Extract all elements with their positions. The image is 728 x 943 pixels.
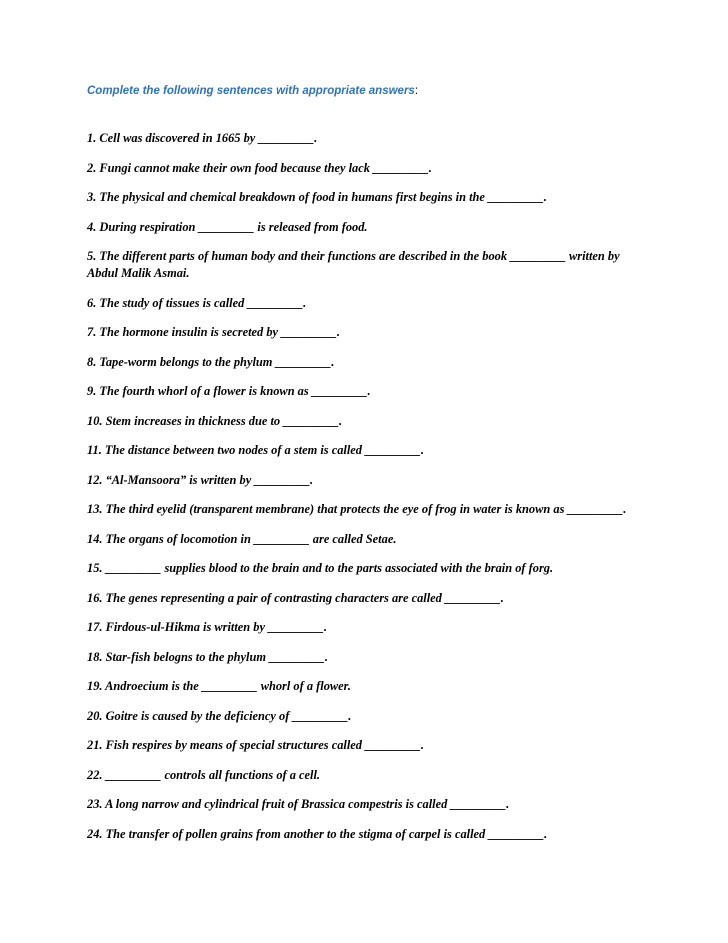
question-item: 24. The transfer of pollen grains from another to the stigma of carpel is called _________. bbox=[87, 826, 548, 841]
instruction-colon: : bbox=[414, 85, 419, 97]
question-item: 20. Goitre is caused by the deficiency of _________. bbox=[87, 708, 352, 723]
question-item: 1. Cell was discovered in 1665 by _________. bbox=[87, 131, 318, 145]
question-item: 4. During respiration _________ is released from food. bbox=[87, 219, 368, 234]
question-item: 2. Fungi cannot make their own food because they lack _________. bbox=[87, 160, 432, 175]
question-item: 15. _________ supplies blood to the brain and to the parts associated with the brain of forg. bbox=[87, 561, 554, 575]
question-item: 19. Androecium is the _________ whorl of a flower. bbox=[87, 679, 351, 693]
question-item: 8. Tape-worm belongs to the phylum _________. bbox=[87, 354, 335, 369]
question-item: 10. Stem increases in thickness due to _________. bbox=[87, 413, 343, 428]
question-item: 7. The hormone insulin is secreted by _________. bbox=[87, 325, 340, 339]
question-item: 21. Fish respires by means of special structures called _________. bbox=[87, 738, 424, 752]
question-item: 13. The third eyelid (transparent membrane) that protects the eye of frog in water is known as _________. bbox=[87, 502, 627, 516]
question-item: 23. A long narrow and cylindrical fruit of Brassica compestris is called _________. bbox=[87, 797, 510, 811]
question-list bbox=[87, 130, 647, 855]
question-item: 14. The organs of locomotion in _________ are called Setae. bbox=[87, 531, 397, 546]
question-item: 9. The fourth whorl of a flower is known as _________. bbox=[87, 384, 371, 398]
question-item: 5. The different parts of human body and their functions are described in the book _________ written by Abdul Malik Asmai. bbox=[87, 249, 620, 280]
question-item: 3. The physical and chemical breakdown of food in humans first begins in the _________. bbox=[87, 190, 547, 204]
question-item: 16. The genes representing a pair of contrasting characters are called _________. bbox=[87, 590, 504, 605]
instruction-text: Complete the following sentences with appropriate answers bbox=[87, 85, 415, 97]
question-item: 11. The distance between two nodes of a stem is called _________. bbox=[87, 443, 424, 457]
question-item: 12. “Al-Mansoora” is written by _________. bbox=[87, 472, 314, 487]
question-item: 18. Star-fish belogns to the phylum _________. bbox=[87, 649, 328, 664]
question-item: 6. The study of tissues is called _________. bbox=[87, 295, 307, 310]
question-item: 17. Firdous-ul-Hikma is written by _________. bbox=[87, 620, 327, 634]
instruction-heading bbox=[87, 85, 418, 97]
question-item: 22. _________ controls all functions of a cell. bbox=[87, 767, 321, 782]
